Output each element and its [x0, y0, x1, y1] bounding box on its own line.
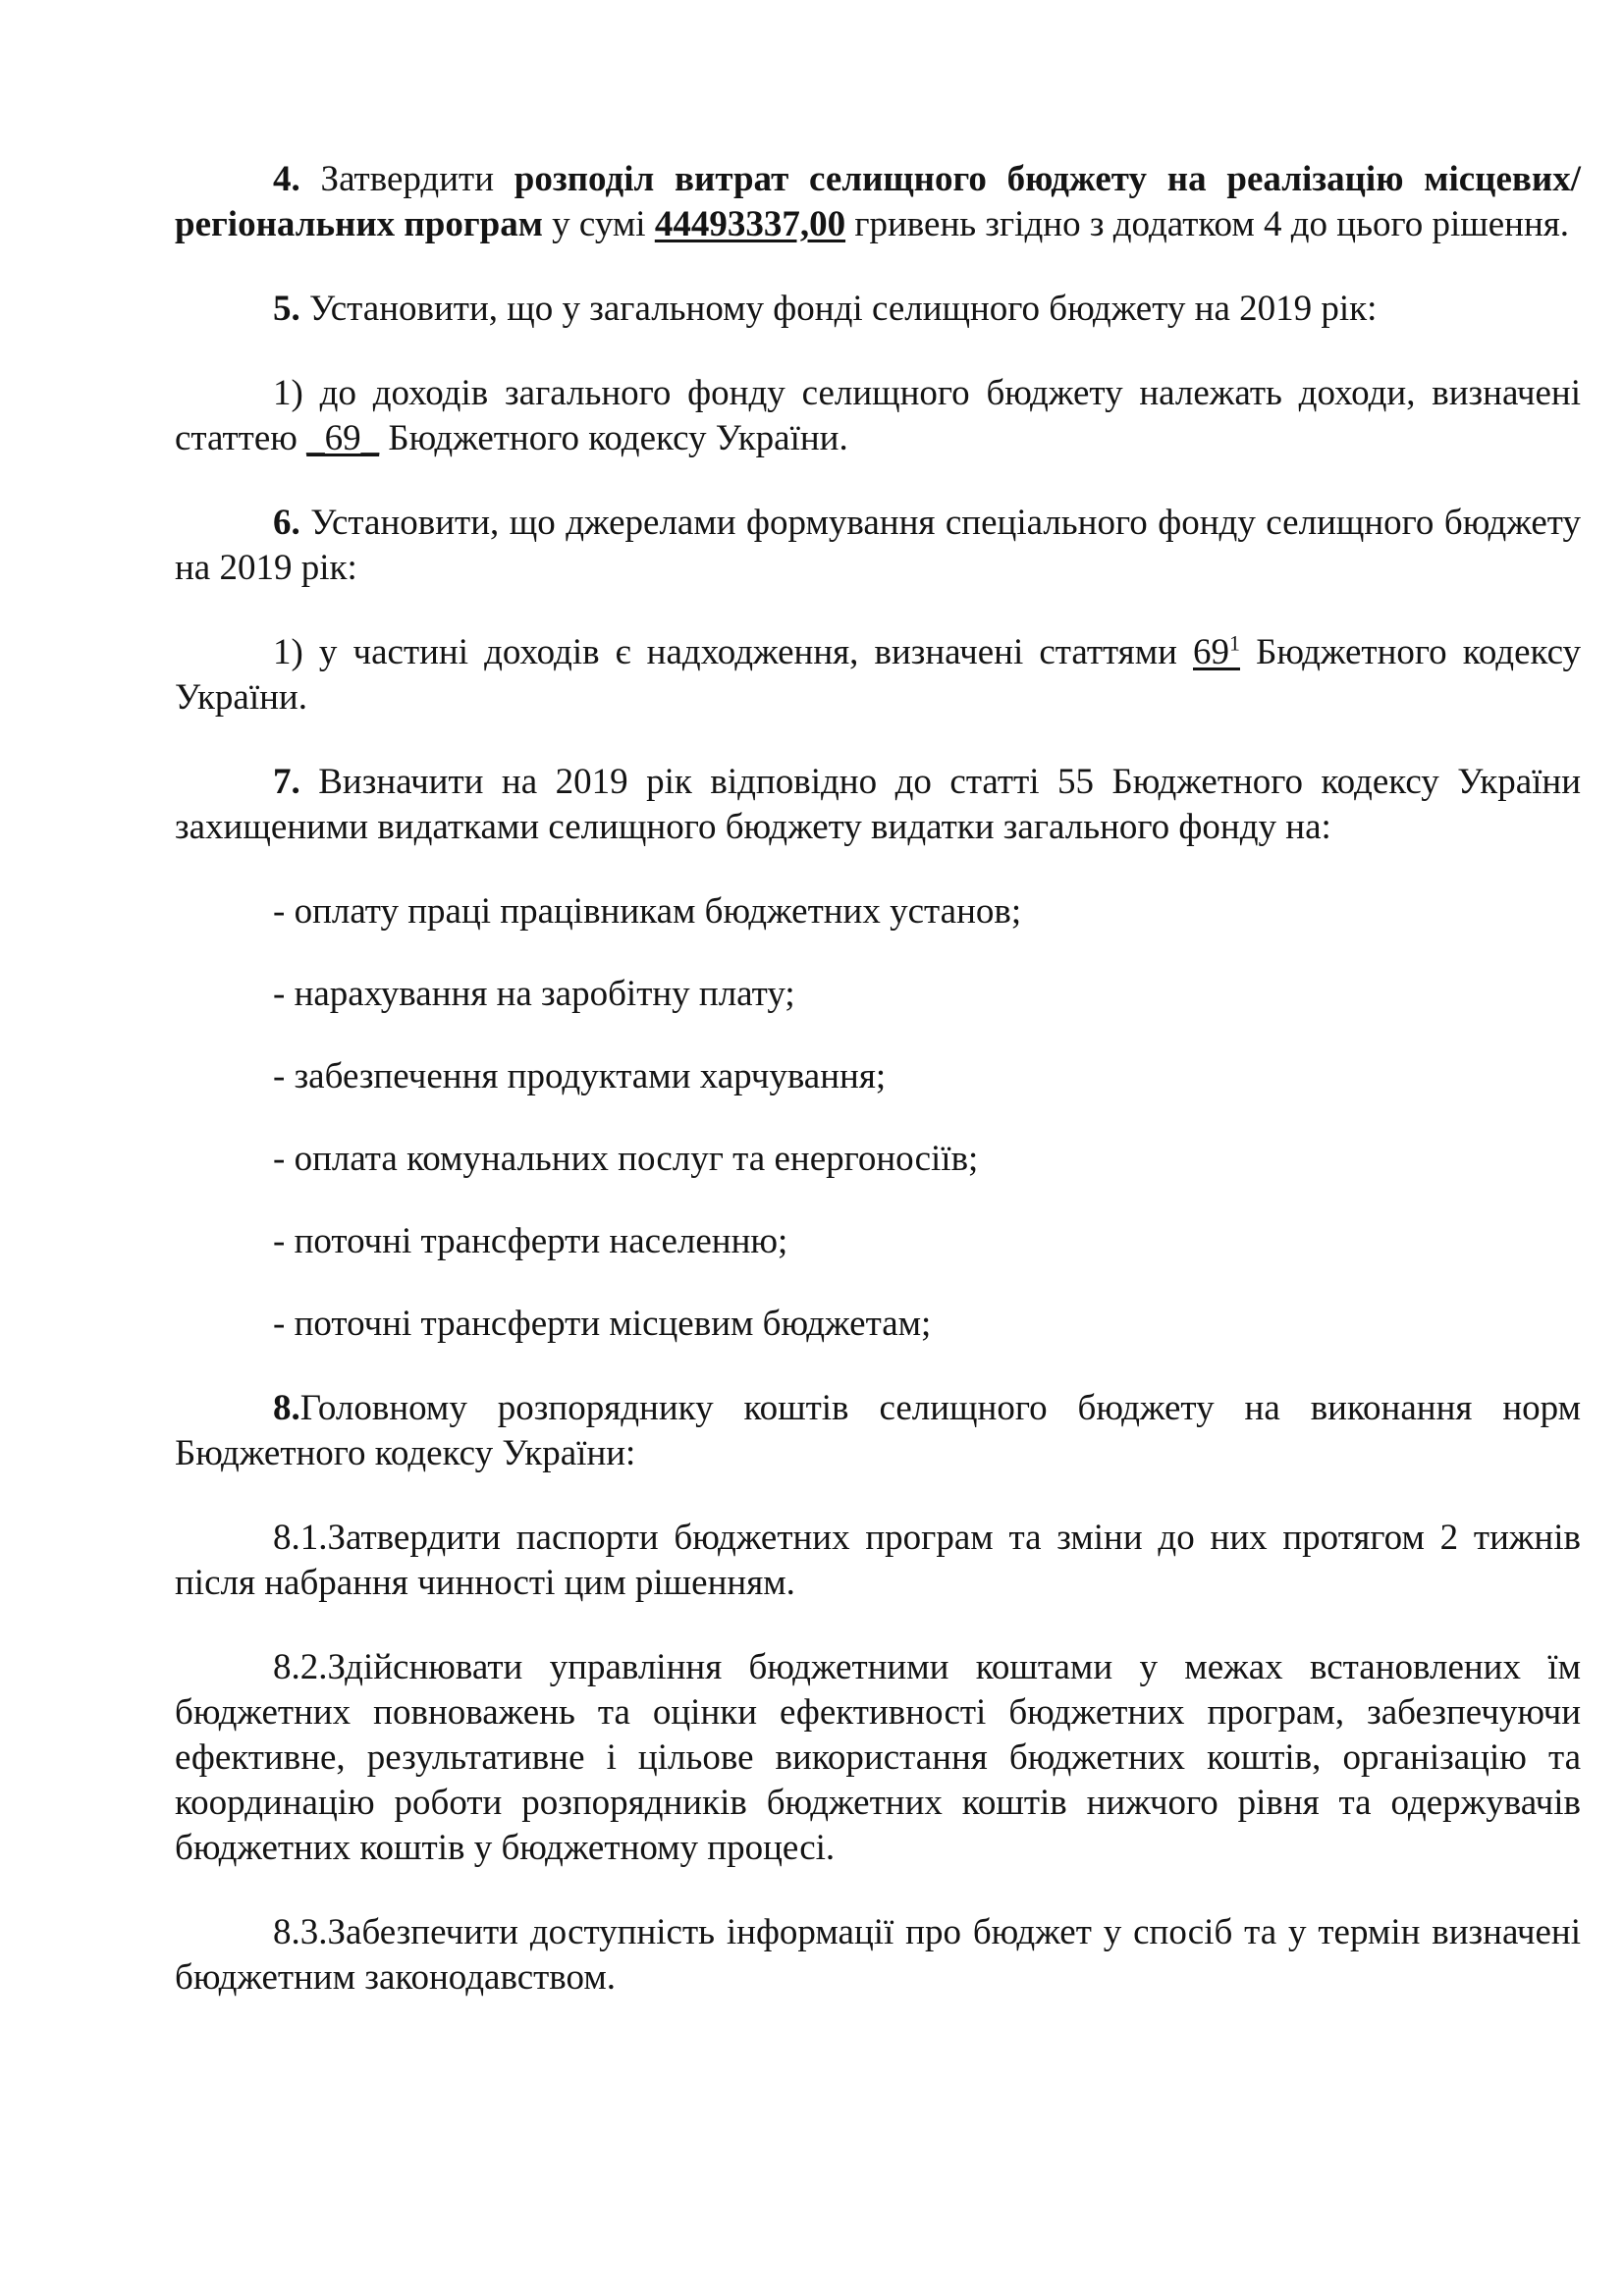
paragraph-6-sub-1-text-b: Бюджетного кодексу України. — [175, 632, 1581, 718]
paragraph-5-number: 5. — [273, 289, 300, 329]
paragraph-8-3: 8.3.Забезпечити доступність інформації про бюджет у спосіб та у термін визначені бюджетним законодавством. — [175, 1912, 1581, 1998]
paragraph-6-sub-1-article-number: 69 — [1193, 632, 1229, 672]
list-item: - нарахування на заробітну плату; — [273, 974, 795, 1014]
paragraph-5-sub-1-text-a: 1) до доходів загального фонду селищного бюджету належать доходи, визначені статтею — [175, 373, 1581, 458]
list-item: - поточні трансферти населенню; — [273, 1221, 788, 1261]
paragraph-4-text-3: гривень згідно з додатком 4 до цього рішення. — [845, 204, 1570, 244]
paragraph-8-text: Головному розпоряднику коштів селищного бюджету на виконання норм Бюджетного кодексу України: — [175, 1388, 1581, 1473]
paragraph-4-amount: 44493337,00 — [654, 204, 846, 244]
paragraph-6 — [175, 501, 1581, 591]
list-item: - поточні трансферти місцевим бюджетам; — [273, 1304, 932, 1344]
paragraph-4 — [175, 157, 1581, 247]
paragraph-4-bold-text: розподіл витрат селищного бюджету на реалізацію місцевих/регіональних програм — [175, 159, 1581, 244]
paragraph-5-sub-1-article: _69_ — [306, 418, 380, 458]
paragraph-6-text: Установити, що джерелами формування спеціального фонду селищного бюджету на 2019 рік: — [175, 503, 1581, 588]
paragraph-6-sub-1-article-superscript: 1 — [1229, 630, 1240, 656]
paragraph-4-number: 4. — [273, 159, 300, 199]
paragraph-6-sub-1 — [175, 630, 1581, 721]
paragraph-5-sub-1-text-b: Бюджетного кодексу України. — [379, 418, 848, 458]
paragraph-7-number: 7. — [273, 762, 300, 802]
paragraph-5-text: Установити, що у загальному фонді селищного бюджету на 2019 рік: — [299, 289, 1378, 329]
paragraph-8-number: 8. — [273, 1388, 300, 1428]
list-item: - оплата комунальних послуг та енергоносіїв; — [273, 1139, 979, 1179]
document-page — [175, 157, 1581, 2001]
paragraph-6-number: 6. — [273, 503, 300, 543]
paragraph-6-sub-1-article — [1193, 632, 1240, 672]
paragraph-8-2: 8.2.Здійснювати управління бюджетними коштами у межах встановлених їм бюджетних повноважень та оцінки ефективності бюджетних програм, забезпечуючи ефективне, результативне і цільове використання бюджетних коштів, організацію та координацію роботи розпорядників бюджетних коштів нижчого рівня та одержувачів бюджетних коштів у бюджетному процесі. — [175, 1647, 1581, 1868]
paragraph-4-text-1: Затвердити — [299, 159, 514, 199]
paragraph-5-sub-1 — [175, 371, 1581, 461]
paragraph-7-text: Визначити на 2019 рік відповідно до статті 55 Бюджетного кодексу України захищеними видатками селищного бюджету видатки загального фонду на: — [175, 762, 1581, 847]
paragraph-8-1: 8.1.Затвердити паспорти бюджетних програм та зміни до них протягом 2 тижнів після набрання чинності цим рішенням. — [175, 1518, 1581, 1603]
list-item: - оплату праці працівникам бюджетних установ; — [273, 891, 1022, 932]
paragraph-5 — [175, 287, 1581, 332]
paragraph-4-text-2: у сумі — [542, 204, 655, 244]
paragraph-6-sub-1-text-a: 1) у частині доходів є надходження, визначені статтями — [273, 632, 1193, 672]
protected-expenses-list — [175, 889, 1581, 1347]
paragraph-7 — [175, 760, 1581, 850]
paragraph-8 — [175, 1386, 1581, 1476]
list-item: - забезпечення продуктами харчування; — [273, 1056, 887, 1096]
